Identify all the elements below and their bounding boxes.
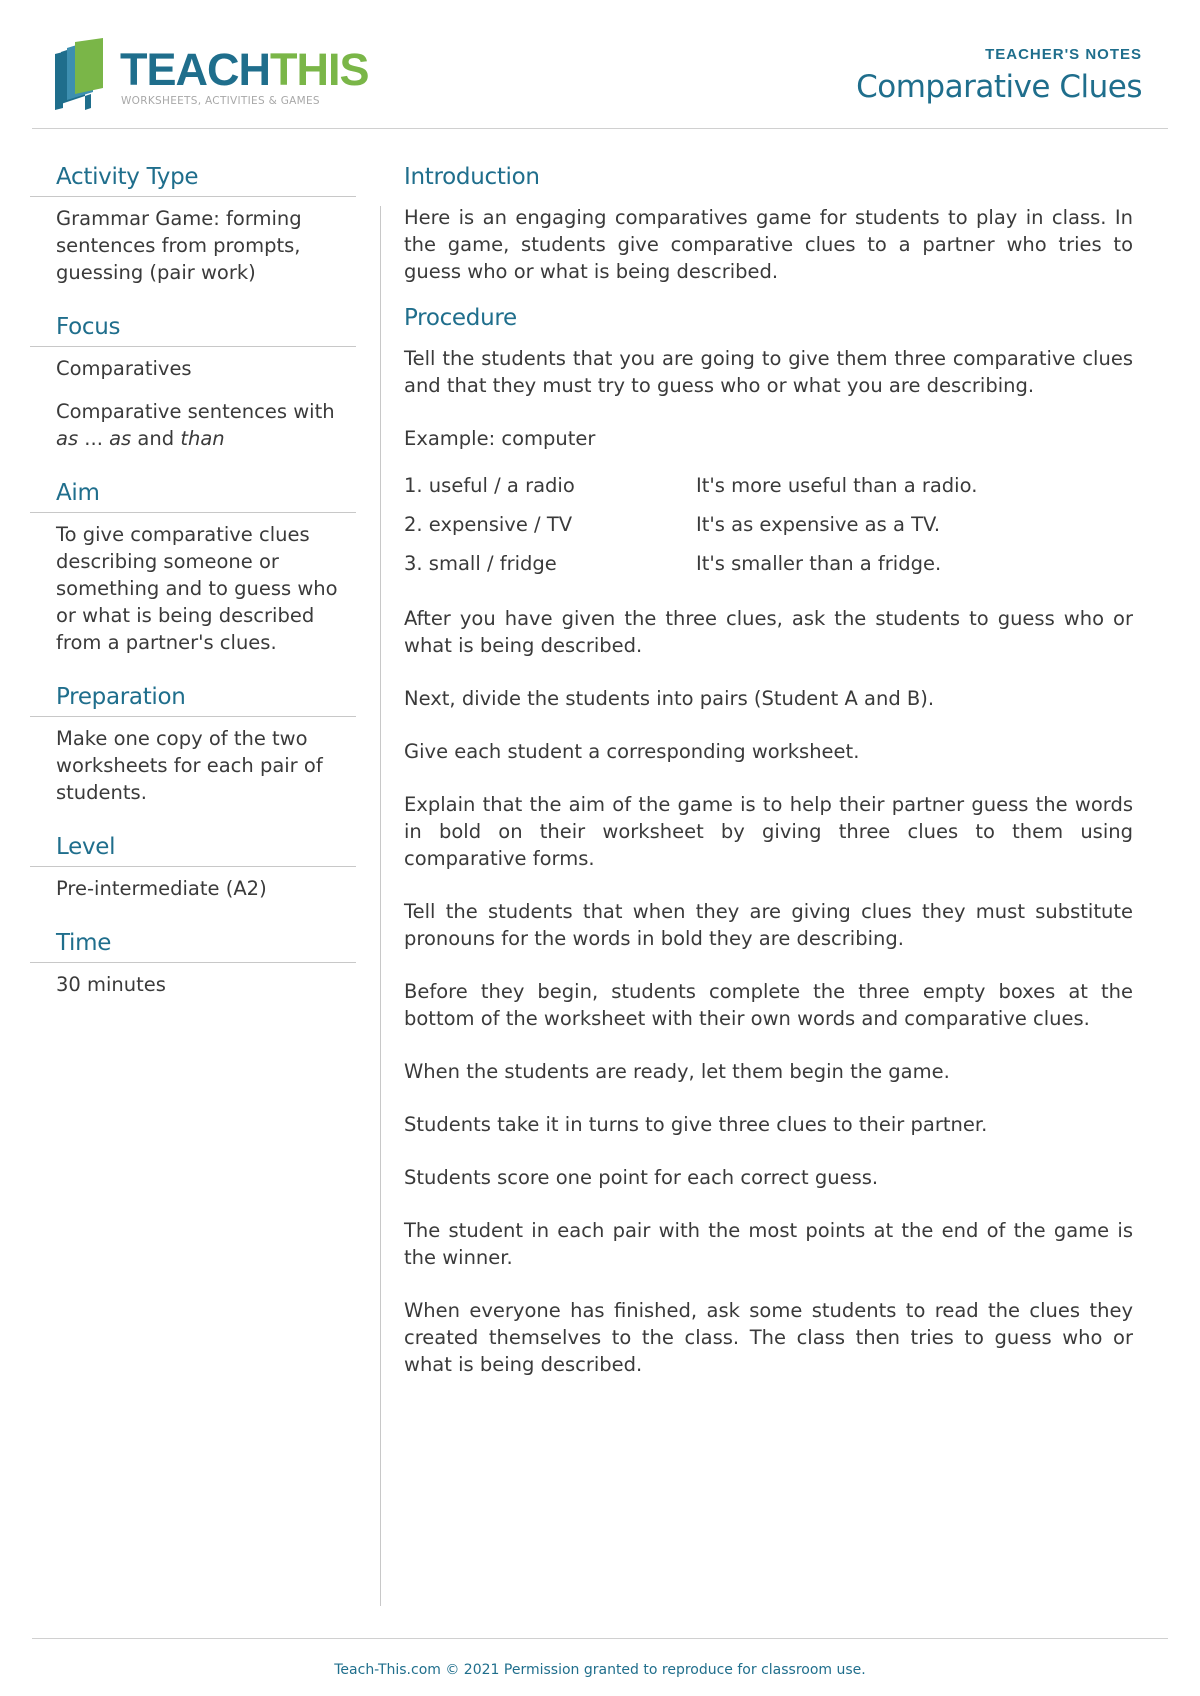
column-divider (380, 206, 381, 1606)
procedure-step: The student in each pair with the most points at the end of the game is the winner. (404, 1219, 1133, 1269)
example-prompt: 1. useful / a radio (404, 474, 575, 497)
activity-type-heading: Activity Type (30, 158, 356, 197)
level-section (30, 828, 356, 902)
activity-type-section (30, 158, 356, 286)
teach-this-logo (55, 38, 375, 113)
example-prompt: 3. small / fridge (404, 552, 557, 575)
logo-word-this: THIS (270, 44, 369, 95)
example-sentence: It's smaller than a fridge. (696, 552, 942, 575)
procedure-heading: Procedure (404, 305, 517, 331)
aim-text: To give comparative clues describing someone or something and to guess who or what is being described from a partner's clues. (56, 523, 338, 654)
focus-as-2: as (109, 427, 132, 450)
procedure-step: Students take it in turns to give three clues to their partner. (404, 1113, 988, 1136)
introduction-text: Here is an engaging comparatives game for students to play in class. In the game, students give comparative clues to a partner who tries to guess who or what is being described. (404, 206, 1133, 283)
level-heading: Level (30, 828, 356, 867)
procedure-step: Tell the students that when they are giving clues they must substitute pronouns for the words in bold they are describing. (404, 900, 1133, 950)
procedure-step: Give each student a corresponding worksheet. (404, 740, 860, 763)
preparation-section (30, 678, 356, 806)
page-title: Comparative Clues (856, 69, 1142, 105)
focus-than: than (180, 427, 225, 450)
introduction-heading: Introduction (404, 164, 540, 190)
procedure-step: Students score one point for each correct guess. (404, 1166, 879, 1189)
time-text: 30 minutes (56, 973, 166, 996)
teachers-notes-label: TEACHER'S NOTES (985, 46, 1142, 63)
header-right (856, 46, 1142, 105)
procedure-step: After you have given the three clues, ask the students to guess who or what is being described. (404, 607, 1133, 657)
focus-heading: Focus (30, 308, 356, 347)
logo-word-teach: TEACH (120, 44, 270, 95)
sidebar (30, 158, 356, 1020)
example-sentence: It's more useful than a radio. (696, 474, 978, 497)
example-prompt: 2. expensive / TV (404, 513, 573, 536)
preparation-heading: Preparation (30, 678, 356, 717)
example-row (404, 505, 1133, 544)
procedure-step: Next, divide the students into pairs (Student A and B). (404, 687, 935, 710)
footer-copyright: Teach-This.com © 2021 Permission granted to reproduce for classroom use. (334, 1662, 866, 1678)
activity-type-text: Grammar Game: forming sentences from prompts, guessing (pair work) (56, 207, 302, 284)
example-table (404, 466, 1133, 583)
procedure-step: Explain that the aim of the game is to help their partner guess the words in bold on their worksheet by giving three clues to them using comparative forms. (404, 793, 1133, 870)
level-text: Pre-intermediate (A2) (56, 877, 267, 900)
logo-wordmark (120, 46, 369, 94)
focus-section (30, 308, 356, 452)
book-logo-icon (55, 38, 115, 110)
preparation-text: Make one copy of the two worksheets for each pair of students. (56, 727, 323, 804)
aim-heading: Aim (30, 474, 356, 513)
example-row (404, 466, 1133, 505)
focus-dots: ... (78, 427, 110, 450)
example-row (404, 544, 1133, 583)
focus-text-1: Comparatives (56, 357, 192, 380)
time-section (30, 924, 356, 998)
example-sentence: It's as expensive as a TV. (696, 513, 941, 536)
main-content (404, 158, 1133, 1404)
logo-tagline: WORKSHEETS, ACTIVITIES & GAMES (121, 95, 320, 107)
focus-text-2-a: Comparative sentences with (56, 400, 335, 423)
time-heading: Time (30, 924, 356, 963)
aim-section (30, 474, 356, 656)
procedure-intro: Tell the students that you are going to give them three comparative clues and that they must try to guess who or what you are describing. (404, 347, 1133, 397)
procedure-step: Before they begin, students complete the three empty boxes at the bottom of the worksheet with their own words and comparative clues. (404, 980, 1133, 1030)
focus-and: and (131, 427, 181, 450)
focus-text-2 (56, 398, 356, 452)
focus-as-1: as (56, 427, 79, 450)
example-label: Example: computer (404, 427, 596, 450)
footer-divider (32, 1638, 1168, 1639)
procedure-step: When the students are ready, let them begin the game. (404, 1060, 950, 1083)
procedure-step: When everyone has finished, ask some students to read the clues they created themselves to the class. The class then tries to guess who or what is being described. (404, 1299, 1133, 1376)
header-divider (32, 128, 1168, 129)
